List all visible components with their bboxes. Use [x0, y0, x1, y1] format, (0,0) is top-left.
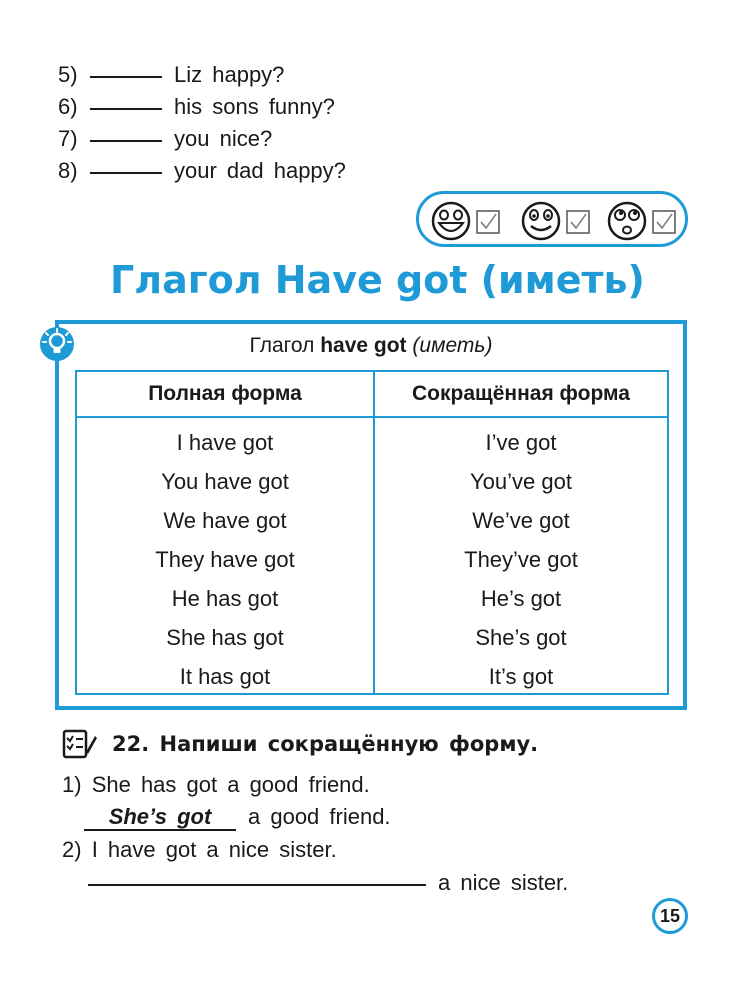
rule-caption-verb: have got: [320, 334, 407, 357]
smiling-face-icon: [519, 201, 563, 241]
exercise-sentence: [62, 772, 370, 798]
question-text: your dad happy?: [174, 158, 346, 183]
task-header: [62, 728, 538, 760]
full-form-cell: It has got: [179, 664, 271, 689]
answer-field-empty[interactable]: [88, 884, 426, 886]
question-item: [58, 126, 346, 158]
exercise-number: 1): [62, 772, 82, 797]
question-list: [58, 62, 346, 190]
short-form-cell: He’s got: [480, 586, 562, 611]
answer-blank[interactable]: [90, 76, 162, 78]
task-title: 22. Напиши сокращённую форму.: [112, 732, 539, 756]
header-short-form: Сокращённая форма: [412, 382, 630, 405]
laughing-face-icon: [429, 201, 473, 241]
full-form-column: [77, 423, 373, 696]
self-check-bar: [416, 191, 688, 247]
exercise-source-sentence: I have got a nice sister.: [91, 837, 337, 862]
question-number: 6): [58, 94, 78, 119]
question-item: [58, 62, 346, 94]
answer-blank[interactable]: [90, 108, 162, 110]
full-form-cell: We have got: [163, 508, 287, 533]
short-form-cell: She’s got: [475, 625, 567, 650]
full-form-cell: You have got: [161, 469, 289, 494]
page-number: 15: [652, 898, 688, 934]
short-form-cell: They’ve got: [464, 547, 578, 572]
exercise-answer-row: [88, 870, 568, 896]
checkbox[interactable]: [475, 209, 501, 235]
answer-blank[interactable]: [90, 172, 162, 174]
exercise-number: 2): [62, 837, 82, 862]
grammar-table: [75, 370, 669, 695]
full-form-cell: She has got: [166, 625, 284, 650]
checkbox[interactable]: [565, 209, 591, 235]
exercise-rest: a nice sister.: [438, 870, 569, 895]
full-form-cell: He has got: [171, 586, 279, 611]
exercise-answer-row: [84, 804, 391, 831]
question-number: 7): [58, 126, 78, 151]
short-form-cell: You’ve got: [470, 469, 572, 494]
rule-caption-prefix: Глагол: [249, 334, 315, 357]
short-form-cell: I’ve got: [485, 430, 557, 455]
answer-blank[interactable]: [90, 140, 162, 142]
question-item: [58, 158, 346, 190]
question-text: his sons funny?: [174, 94, 335, 119]
short-form-cell: It’s got: [488, 664, 554, 689]
header-divider: [77, 416, 667, 418]
section-title: Глагол Have got (иметь): [110, 258, 645, 302]
question-item: [58, 94, 346, 126]
thinking-face-icon: [605, 201, 649, 241]
exercise-source-sentence: She has got a good friend.: [91, 772, 370, 797]
exercise-rest: a good friend.: [248, 804, 391, 829]
short-form-column: [373, 423, 669, 696]
short-form-cell: We’ve got: [472, 508, 570, 533]
question-number: 8): [58, 158, 78, 183]
write-task-icon: [62, 728, 98, 760]
full-form-cell: I have got: [176, 430, 274, 455]
answer-field-filled[interactable]: She’s got: [84, 805, 236, 831]
rule-caption: [55, 334, 687, 358]
exercise-sentence: [62, 837, 337, 863]
question-number: 5): [58, 62, 78, 87]
rule-caption-translation: (иметь): [412, 334, 493, 357]
full-form-cell: They have got: [155, 547, 295, 572]
checkbox[interactable]: [651, 209, 677, 235]
header-full-form: Полная форма: [148, 382, 302, 405]
question-text: you nice?: [174, 126, 273, 151]
question-text: Liz happy?: [174, 62, 285, 87]
